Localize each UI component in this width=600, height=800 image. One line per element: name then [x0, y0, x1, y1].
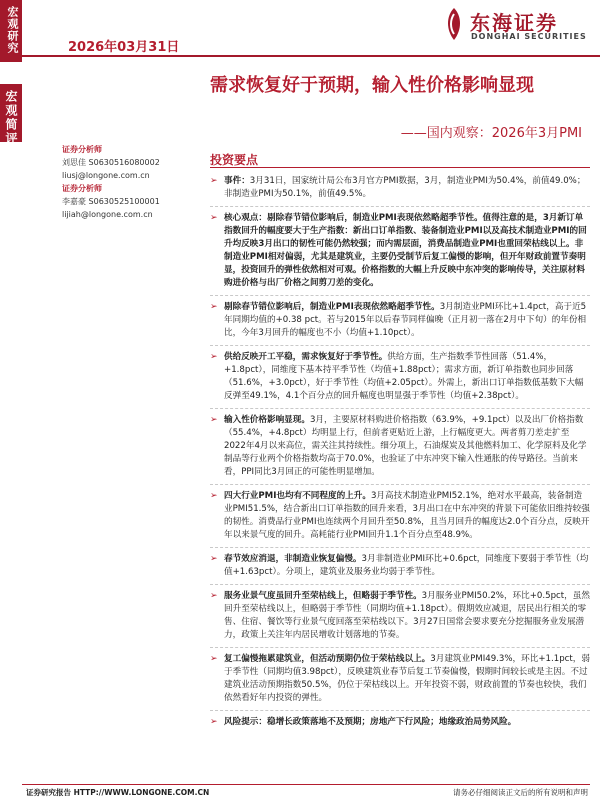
bullet-text: 3月31日，国家统计局公布3月官方PMI数据，3月，制造业PMI为50.4%，前值49.0%；非制造业PMI为50.1%，前值49.5%。	[224, 176, 586, 199]
logo-text-cn: 东海证券	[470, 11, 558, 35]
bullet-text: 3月高技术制造业PMI52.1%，绝对水平最高，装备制造业PMI51.5%，结合新出口订单指数的回升来看，3月出口在中东冲突的背景下可能依旧维持较强的韧性。消费品行业PMI也连续两个月回升至50.8%，且当月回升的幅度达2.0个百分点，反映开年以来景气度的回升。高耗能行业PMI回升1.1个百分点至48.9%。	[224, 491, 590, 540]
bullet-lead: 四大行业PMI也均有不同程度的上升。	[224, 491, 371, 501]
report-title: 需求恢复好于预期，输入性价格影响显现	[210, 75, 534, 96]
bullet-text: 3月服务业PMI50.2%，环比+0.5pct，虽然回升至荣枯线以上，但略弱于季节性（同期均值+1.18pct）。假期效应减退，居民出行相关的零售、住宿、餐饮等行业景气度回落至荣枯线以下。3月27日国常会要求要充分挖掘服务业发展潜力，政策上关注年内居民增收计划落地的节奏。	[224, 591, 590, 640]
section-heading: 投资要点	[210, 153, 259, 167]
bullet-text: 供给方面，生产指数季节性回落（51.4%，+1.8pct），同维度下基本持平季节性（均值+1.88pct）；需求方面，新订单指数也同步回落（51.6%，+3.0pct），好于季节性（均值+2.05pct）。外需上，新出口订单指数低基数下大幅反弹至49.1%，4.1个百分点的回升幅度也明显强于季节性（均值+2.38pct）。	[224, 352, 584, 401]
triangle-bullet-icon: ➢	[210, 302, 218, 312]
bullet-text: 3月，主要原材料购进价格指数（63.9%，+9.1pct）以及出厂价格指数（55.4%，+4.8pct）均明显上行，但前者更贴近上游，上行幅度更大。两者剪刀差走扩至2022年4月以来高位，需关注其持续性。细分项上，石油煤炭及其他燃料加工、化学原料及化学制品等行业两个价格指数均高于70.0%，也验证了中东冲突下输入性通胀的传导路径。当前来看，PPI同比3月回正的可能性明显增加。	[224, 415, 587, 477]
bullet-text: 稳增长政策落地不及预期；房地产下行风险；地缘政治局势风险。	[266, 717, 517, 727]
report-date: 2026年03月31日	[68, 40, 180, 55]
list-item	[210, 301, 590, 346]
footer-disclaimer: 请务必仔细阅读正文后的所有说明和声明	[453, 788, 588, 797]
list-item	[210, 716, 590, 734]
bullet-lead: 核心观点：剔除春节错位影响后，制造业PMI表现依然略超季节性。值得注意的是，3月新订单指数回升的幅度要大于生产指数：新出口订单指数、装备制造业PMI以及高技术制造业PMI的回升均反映3月出口的韧性可能仍然较强；而内需层面，消费品制造业PMI也重回荣枯线以上。非制造业PMI相对偏弱，尤其是建筑业，主要仍受制节后复工偏慢的影响，但开年财政前置节奏明显，投资回升的弹性依然相对可观。价格指数的大幅上升反映中东冲突的影响传导，关注原材料购进价格与出厂价格之间剪刀差的变化。	[224, 213, 587, 288]
triangle-bullet-icon: ➢	[210, 415, 218, 425]
corner-label: 宏观研究	[6, 6, 19, 54]
bullet-lead: 服务业景气度虽回升至荣枯线上，但略弱于季节性。	[224, 591, 422, 601]
list-item	[210, 490, 590, 548]
list-item	[210, 212, 590, 296]
bullet-lead: 复工偏慢拖累建筑业，但活动预期仍位于荣枯线以上。	[224, 654, 431, 664]
analyst-email[interactable]: lijiah@longone.com.cn	[62, 210, 153, 219]
report-subtitle: ——国内观察：2026年3月PMI	[400, 126, 582, 141]
analyst-1	[62, 143, 202, 182]
triangle-bullet-icon: ➢	[210, 717, 218, 727]
bullet-lead: 输入性价格影响显现。	[224, 415, 310, 425]
list-item	[210, 590, 590, 648]
triangle-bullet-icon: ➢	[210, 176, 218, 186]
footer-source[interactable]: 证券研究报告 HTTP://WWW.LONGONE.COM.CN	[26, 788, 210, 797]
bullet-lead: 风险提示：	[224, 717, 267, 727]
triangle-bullet-icon: ➢	[210, 654, 218, 664]
logo-text-en: DONGHAI SECURITIES	[471, 32, 587, 41]
analyst-name-code: 刘思佳 S0630516080002	[62, 158, 160, 167]
triangle-bullet-icon: ➢	[210, 591, 218, 601]
analyst-name-code: 李嘉豪 S0630525100001	[62, 197, 160, 206]
category-label: 宏观简评	[4, 90, 18, 146]
bullet-lead: 春节效应消退，非制造业恢复偏慢。	[224, 554, 362, 564]
bullet-text: 3月制造业PMI环比+1.4pct，高于近5年同期均值的+0.38 pct。若与2015年以后春节同样偏晚（正月初一落在2月中下旬）的年份相比，今年3月回升的幅度也不小（均值+1.10pct）。	[224, 302, 587, 338]
triangle-bullet-icon: ➢	[210, 491, 218, 501]
bullet-text: 3月建筑业PMI49.3%，环比+1.1pct，弱于季节性（同期均值3.98pct），反映建筑业春节后复工节奏偏慢，假期时间较长或是主因。不过建筑业活动预期指数50.5%，仍位于荣枯线以上。开年投资不弱，财政前置的节奏也较快，我们依然看好年内投资的弹性。	[224, 654, 590, 703]
header-rule	[22, 55, 600, 57]
list-item	[210, 351, 590, 409]
section-rule	[210, 167, 590, 168]
analyst-2	[62, 182, 202, 221]
bullet-lead: 供给反映开工平稳，需求恢复好于季节性。	[224, 352, 388, 362]
triangle-bullet-icon: ➢	[210, 213, 218, 223]
bullet-lead: 剔除春节错位影响后，制造业PMI表现依然略超季节性。	[224, 302, 440, 312]
footer-rule	[22, 784, 590, 785]
bullet-lead: 事件：	[224, 176, 250, 186]
analyst-role: 证券分析师	[62, 145, 102, 154]
list-item	[210, 553, 590, 585]
triangle-bullet-icon: ➢	[210, 352, 218, 362]
list-item	[210, 414, 590, 485]
list-item	[210, 653, 590, 711]
analyst-email[interactable]: liusj@longone.com.cn	[62, 171, 150, 180]
analyst-role: 证券分析师	[62, 184, 102, 193]
list-item	[210, 175, 590, 207]
donghai-logo-icon	[442, 6, 466, 42]
key-points-list	[210, 175, 590, 739]
bullet-text: 3月非制造业PMI环比+0.6pct，同维度下要弱于季节性（均值+1.63pct）。分项上，建筑业及服务业均弱于季节性。	[224, 554, 589, 577]
analyst-panel	[62, 143, 202, 221]
triangle-bullet-icon: ➢	[210, 554, 218, 564]
